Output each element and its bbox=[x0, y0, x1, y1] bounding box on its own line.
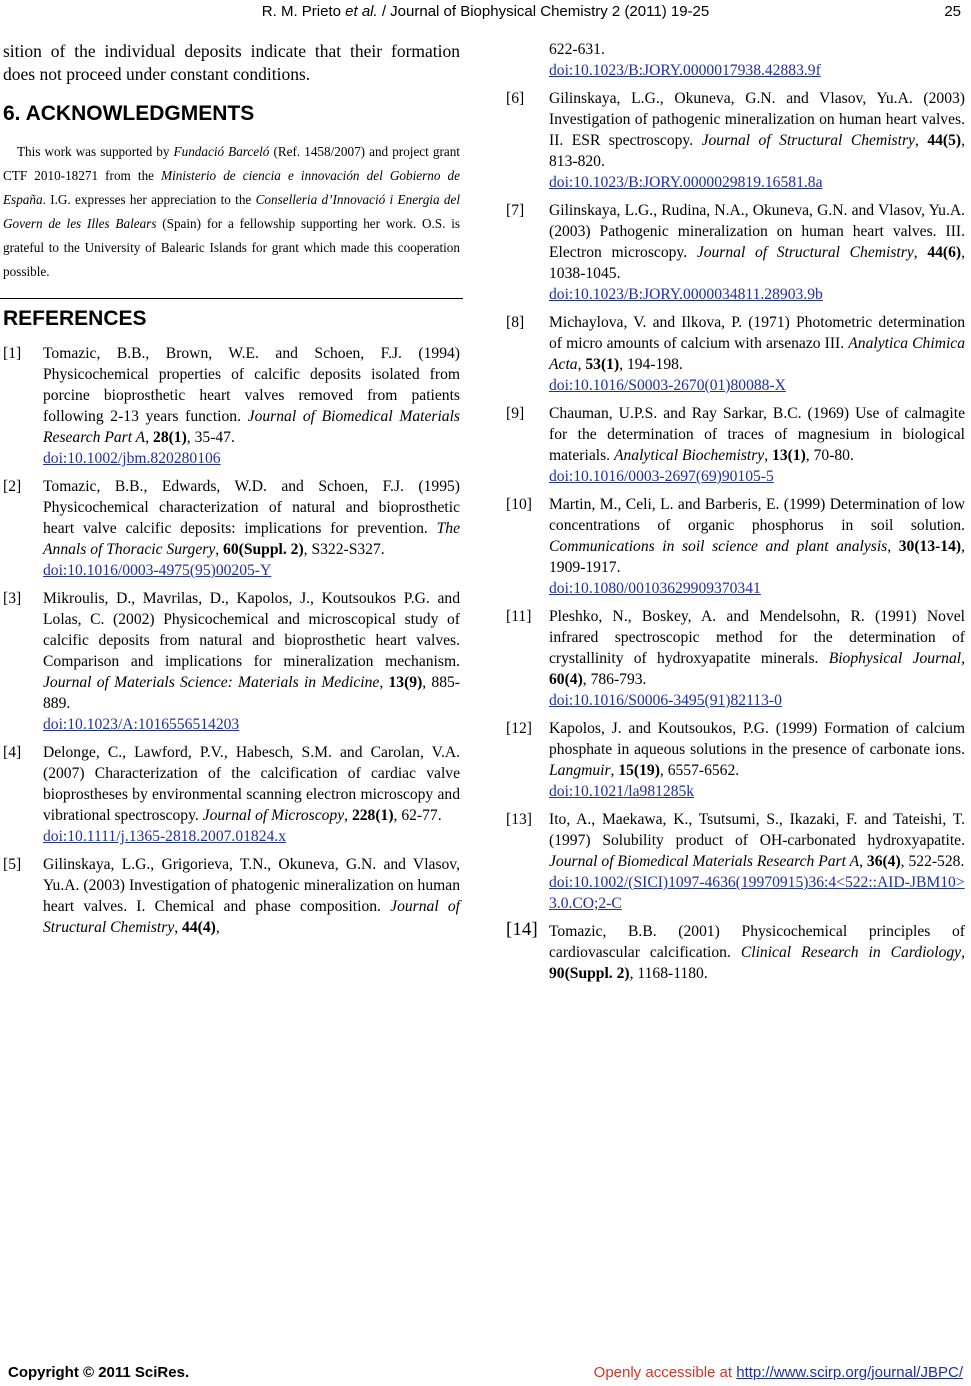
doi-link[interactable]: doi:10.1023/B:JORY.0000034811.28903.9b bbox=[549, 286, 823, 303]
doi-link[interactable]: doi:10.1023/B:JORY.0000029819.16581.8a bbox=[549, 174, 823, 191]
open-access-notice bbox=[594, 1364, 963, 1381]
reference-5: [5] Gilinskaya, L.G., Grigorieva, T.N., Okuneva, G.N. and Vlasov, Yu.A. (2003) Investigation of phatogenic mineralization on human heart valves. I. Chemical and phase composition. Journal of Structural Chemistry, 44(4), bbox=[3, 856, 460, 936]
reference-10: [10] Martin, M., Celi, L. and Barberis, E. (1999) Determination of low concentrations of organic phosphorus in soil solution. Communications in soil science and plant analysis, 30(13-14), 1909-1917. doi:10.1080/00103629909370341 bbox=[506, 496, 966, 597]
reference-number: [2] bbox=[3, 478, 22, 495]
reference-number: [12] bbox=[506, 720, 532, 737]
reference-5-continued bbox=[506, 39, 965, 81]
doi-link[interactable]: doi:10.1002/(SICI)1097-4636(19970915)36:4<522::AID-JBM10>3.0.CO;2-C bbox=[549, 874, 965, 912]
reference-2: [2] Tomazic, B.B., Edwards, W.D. and Schoen, F.J. (1995) Physicochemical characterization of natural and bioprosthetic heart valve calcific deposits: implications for prevention. The Annals of Thoracic Surgery, 60(Suppl. 2), S322-S327. doi:10.1016/0003-4975(95)00205-Y bbox=[3, 478, 460, 579]
running-header bbox=[0, 3, 971, 23]
doi-link[interactable]: doi:10.1111/j.1365-2818.2007.01824.x bbox=[43, 828, 286, 845]
reference-number: [1] bbox=[3, 345, 22, 362]
doi-link[interactable]: doi:10.1023/B:JORY.0000017938.42883.9f bbox=[549, 62, 821, 79]
doi-link[interactable]: doi:10.1016/S0003-2670(01)80088-X bbox=[549, 377, 786, 394]
doi-link[interactable]: doi:10.1080/00103629909370341 bbox=[549, 580, 761, 597]
reference-6: [6] Gilinskaya, L.G., Okuneva, G.N. and Vlasov, Yu.A. (2003) Investigation of pathogenic mineralization on human heart valves. II. ESR spectroscopy. Journal of Structural Chemistry, 44(5), 813-820. doi:10.1023/B:JORY.0000029819.16581.8a bbox=[506, 90, 966, 191]
reference-1: [1] Tomazic, B.B., Brown, W.E. and Schoen, F.J. (1994) Physicochemical properties of calcific deposits isolated from porcine bioprosthetic heart valves removed from patients following 2-13 years function. Journal of Biomedical Materials Research Part A, 28(1), 35-47. doi:10.1002/jbm.820280106 bbox=[3, 345, 460, 467]
doi-link[interactable]: doi:10.1023/A:1016556514203 bbox=[43, 716, 240, 733]
reference-text: 622-631. bbox=[549, 41, 605, 58]
reference-7: [7] Gilinskaya, L.G., Rudina, N.A., Okuneva, G.N. and Vlasov, Yu.A. (2003) Pathogenic mineralization on human heart valves. III. Electron microscopy. Journal of Structural Chemistry, 44(6), 1038-1045. doi:10.1023/B:JORY.0000034811.28903.9b bbox=[506, 202, 965, 303]
journal-url-link[interactable]: http://www.scirp.org/journal/JBPC/ bbox=[736, 1364, 963, 1381]
reference-number: [5] bbox=[3, 856, 22, 873]
acknowledgments-text: This work was supported by Fundació Barceló (Ref. 1458/2007) and project grant CTF 2010-18271 from the Ministerio de ciencia e innovación del Gobierno de España. I.G. expresses her appreciation to the Conselleria d’Innovació i Energia del Govern de les Illes Balears (Spain) for a fellowship supporting her work. O.S. is grateful to the University of Balearic Islands for grant which made this cooperation possible. bbox=[3, 144, 461, 279]
reference-number: [7] bbox=[506, 202, 525, 219]
reference-number: [10] bbox=[506, 496, 532, 513]
page-number: 25 bbox=[944, 3, 961, 20]
reference-number: [9] bbox=[506, 405, 525, 422]
reference-9: [9] Chauman, U.P.S. and Ray Sarkar, B.C. (1969) Use of calmagite for the determination of traces of magnesium in biological materials. Analytical Biochemistry, 13(1), 70-80. doi:10.1016/0003-2697(69)90105-5 bbox=[506, 405, 965, 485]
open-access-label: Openly accessible at bbox=[593, 1364, 733, 1381]
reference-11: [11] Pleshko, N., Boskey, A. and Mendelsohn, R. (1991) Novel infrared spectroscopic method for the determination of crystallinity of hydroxyapatite minerals. Biophysical Journal, 60(4), 786-793. doi:10.1016/S0006-3495(91)82113-0 bbox=[506, 608, 965, 709]
reference-number: [8] bbox=[506, 314, 525, 331]
reference-3: [3] Mikroulis, D., Mavrilas, D., Kapolos, J., Koutsoukos P.G. and Lolas, C. (2002) Physicochemical and microscopical study of calcific deposits from natural and bioprosthetic heart valves. Comparison and implications for mineralization mechanism. Journal of Materials Science: Materials in Medicine, 13(9), 885-889. doi:10.1023/A:1016556514203 bbox=[3, 590, 460, 733]
section-divider bbox=[0, 298, 463, 299]
reference-number: [13] bbox=[506, 811, 532, 828]
reference-list-left bbox=[3, 343, 460, 938]
page-footer bbox=[0, 1364, 971, 1386]
reference-14: [14] Tomazic, B.B. (2001) Physicochemical principles of cardiovascular calcification. Clinical Research in Cardiology, 90(Suppl. 2), 1168-1180. bbox=[506, 919, 965, 982]
reference-8: [8] Michaylova, V. and Ilkova, P. (1971) Photometric determination of micro amounts of calcium with arsenazo III. Analytica Chimica Acta, 53(1), 194-198. doi:10.1016/S0003-2670(01)80088-X bbox=[506, 314, 966, 394]
running-title: R. M. Prieto et al. / Journal of Biophysical Chemistry 2 (2011) 19-25 bbox=[261, 3, 710, 20]
references-heading: REFERENCES bbox=[3, 307, 147, 330]
reference-12: [12] Kapolos, J. and Koutsoukos, P.G. (1999) Formation of calcium phosphate in aqueous solutions in the presence of carbonate ions. Langmuir, 15(19), 6557-6562. doi:10.1021/la981285k bbox=[506, 720, 965, 800]
reference-number: [11] bbox=[506, 608, 532, 625]
acknowledgments-heading: 6. ACKNOWLEDGMENTS bbox=[3, 102, 255, 125]
doi-link[interactable]: doi:10.1016/0003-4975(95)00205-Y bbox=[43, 562, 272, 579]
right-column bbox=[506, 40, 965, 991]
reference-4: [4] Delonge, C., Lawford, P.V., Habesch, S.M. and Carolan, V.A. (2007) Characterization of the calcification of cardiac valve bioprostheses by environmental scanning electron microscopy and vibrational spectroscopy. Journal of Microscopy, 228(1), 62-77. doi:10.1111/j.1365-2818.2007.01824.x bbox=[3, 744, 460, 845]
reference-number: [3] bbox=[3, 590, 22, 607]
reference-number: [4] bbox=[3, 744, 22, 761]
left-column bbox=[3, 40, 460, 945]
intro-paragraph: sition of the individual deposits indicate that their formation does not proceed under constant conditions. bbox=[3, 41, 460, 84]
doi-link[interactable]: doi:10.1016/S0006-3495(91)82113-0 bbox=[549, 692, 782, 709]
doi-link[interactable]: doi:10.1016/0003-2697(69)90105-5 bbox=[549, 468, 774, 485]
reference-number: [14] bbox=[506, 919, 538, 940]
reference-number: [6] bbox=[506, 90, 525, 107]
doi-link[interactable]: doi:10.1021/la981285k bbox=[549, 783, 695, 800]
copyright-notice: Copyright © 2011 SciRes. bbox=[8, 1364, 190, 1381]
reference-13: [13] Ito, A., Maekawa, K., Tsutsumi, S., Ikazaki, F. and Tateishi, T. (1997) Solubility product of OH-carbonated hydroxyapatite. Journal of Biomedical Materials Research Part A, 36(4), 522-528. doi:10.1002/(SICI)1097-4636(19970915)36:4<522::AID-JBM10>3.0.CO;2-C bbox=[506, 811, 965, 912]
doi-link[interactable]: doi:10.1002/jbm.820280106 bbox=[43, 450, 221, 467]
